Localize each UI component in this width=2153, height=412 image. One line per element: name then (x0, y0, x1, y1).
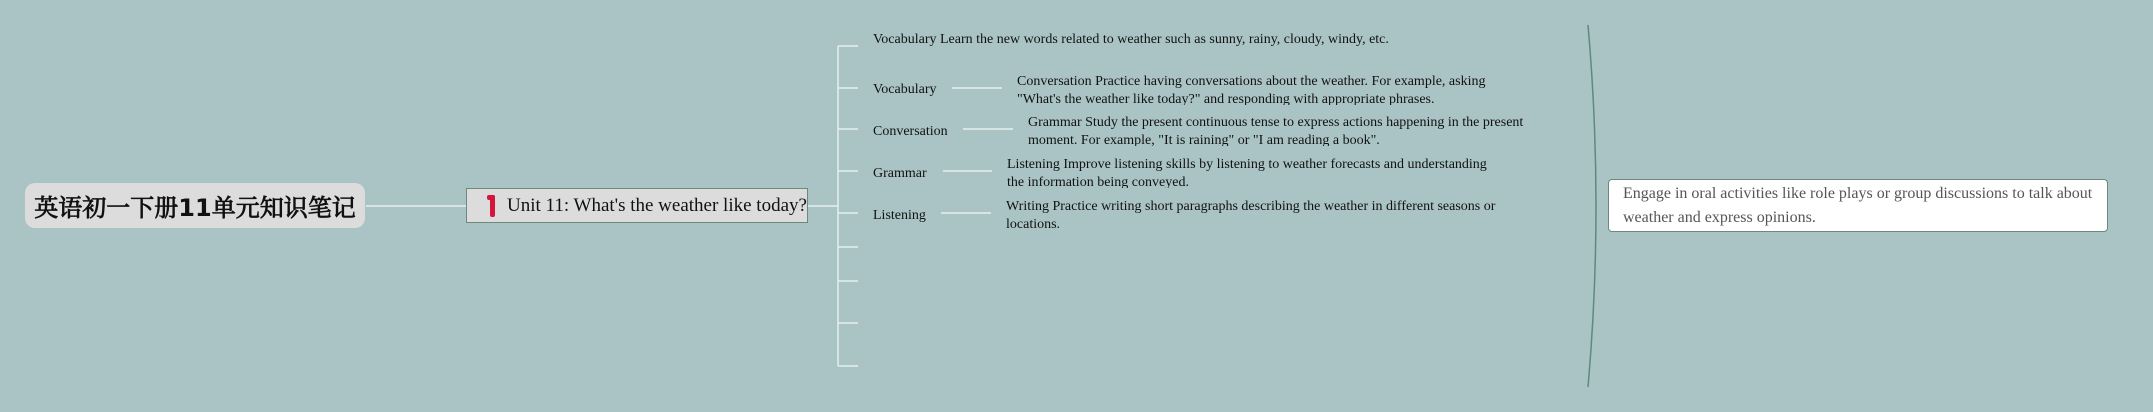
unit-topic-label: Unit 11: What's the weather like today? (507, 194, 807, 216)
branch-vocabulary-overview[interactable]: Vocabulary Learn the new words related to weather such as sunny, rainy, cloudy, windy, etc. (873, 32, 1389, 47)
branch-vocabulary[interactable]: Vocabulary (873, 82, 937, 97)
root-topic[interactable] (25, 183, 365, 228)
grammar-detail[interactable]: Listening Improve listening skills by listening to weather forecasts and understanding the information being conveyed. (1007, 157, 1487, 188)
summary-note[interactable] (1608, 179, 2108, 232)
listening-detail[interactable]: Writing Practice writing short paragraphs describing the weather in different seasons or locations. (1006, 199, 1496, 232)
branch-grammar[interactable]: Grammar (873, 166, 927, 181)
root-topic-label: 英语初一下册11单元知识笔记 (34, 194, 356, 222)
conversation-detail[interactable]: Grammar Study the present continuous tense to express actions happening in the present moment. For example, "It is raining" or "I am reading a book". (1028, 115, 1524, 146)
summary-bracket (1588, 25, 1596, 387)
number-one-icon (487, 195, 495, 217)
summary-note-text: Engage in oral activities like role plays or group discussions to talk about weather and express opinions. (1623, 185, 2093, 226)
unit-topic[interactable] (466, 188, 808, 223)
branch-listening[interactable]: Listening (873, 208, 926, 223)
branch-conversation[interactable]: Conversation (873, 124, 948, 139)
vocabulary-detail[interactable]: Conversation Practice having conversations about the weather. For example, asking "What's the weather like today?" and responding with appropriate phrases. (1017, 74, 1486, 105)
